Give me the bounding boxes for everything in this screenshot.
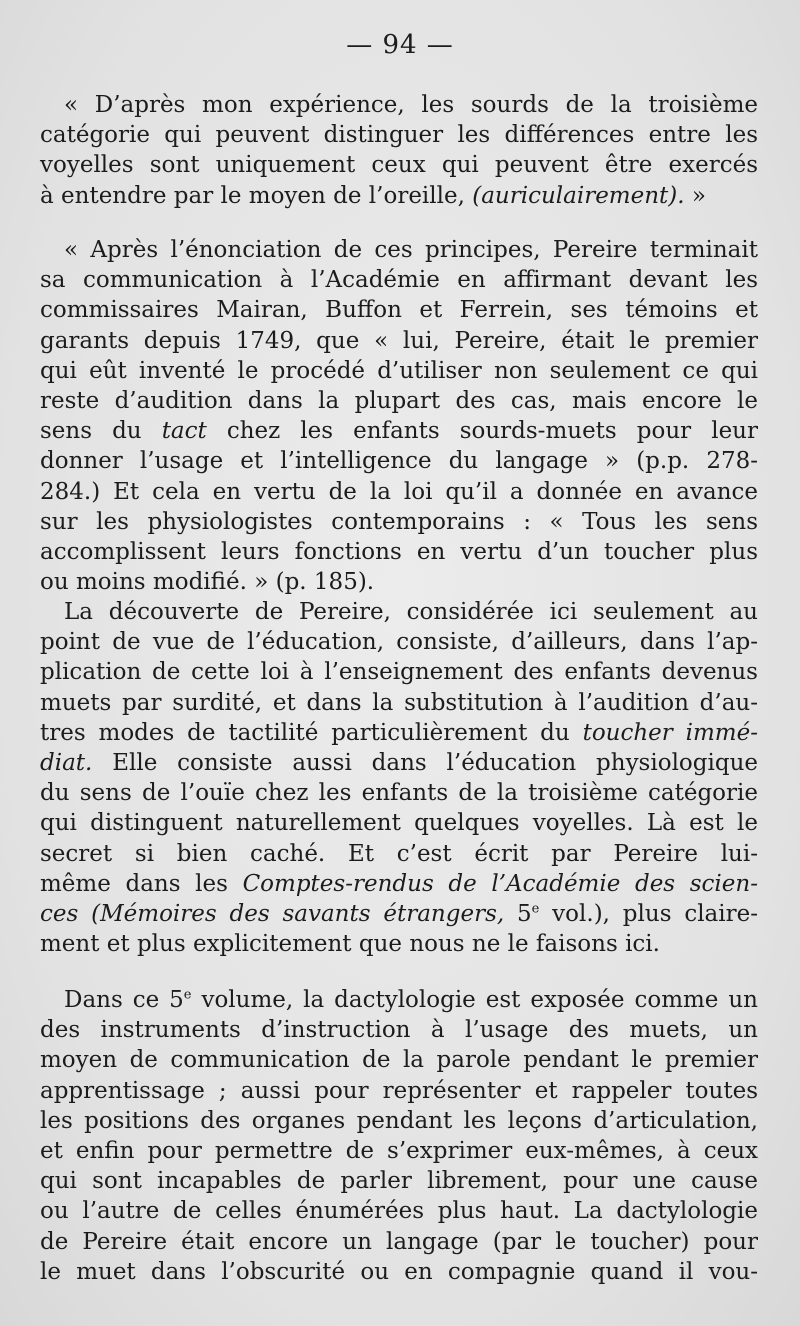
text-line: sens du tact chez les enfants sourds-muets pour leur (40, 418, 758, 445)
text-line: catégorie qui peuvent distinguer les différences entre les (40, 122, 758, 149)
text-line: ces (Mémoires des savants étrangers, 5e vol.), plus claire- (40, 900, 758, 927)
paragraph-1 (40, 90, 758, 211)
text-line: le muet dans l’obscurité ou en compagnie quand il vou- (40, 1258, 758, 1285)
text-line: « D’après mon expérience, les sourds de la troisième (64, 92, 758, 118)
text-line: apprentissage ; aussi pour représenter et rappeler toutes (40, 1077, 758, 1104)
text-line: qui distinguent naturellement quelques voyelles. Là est le (40, 810, 758, 837)
page-number: — 94 — (346, 30, 454, 60)
text-line: reste d’audition dans la plupart des cas, mais encore le (40, 387, 758, 414)
text-line: ment et plus explicitement que nous ne le faisons ici. (40, 931, 660, 958)
text-line: moyen de communication de la parole pendant le premier (40, 1047, 758, 1074)
text-line: et enfin pour permettre de s’exprimer eux-mêmes, à ceux (40, 1137, 758, 1164)
paragraph-2 (40, 235, 758, 597)
text-line: commissaires Mairan, Buffon et Ferrein, ses témoins et (40, 297, 758, 324)
paragraph-3 (40, 597, 758, 959)
text-line: point de vue de l’éducation, consiste, d’ailleurs, dans l’ap- (40, 629, 758, 656)
text-line: secret si bien caché. Et c’est écrit par Pereire lui- (40, 840, 758, 867)
text-line: diat. Elle consiste aussi dans l’éducation physiologique (40, 749, 758, 776)
text-line: même dans les Comptes-rendus de l’Académie des scien- (40, 870, 758, 897)
text-line: à entendre par le moyen de l’oreille, (auriculairement). » (40, 182, 706, 209)
text-line: plication de cette loi à l’enseignement des enfants devenus (40, 659, 758, 686)
text-line: du sens de l’ouïe chez les enfants de la troisième catégorie (40, 780, 758, 807)
paragraph-4 (40, 985, 758, 1287)
text-line: muets par surdité, et dans la substitution à l’audition d’au- (40, 689, 758, 716)
text-line: de Pereire était encore un langage (par le toucher) pour (40, 1228, 758, 1255)
text-line: sur les physiologistes contemporains : « Tous les sens (40, 508, 758, 535)
text-line: « Après l’énonciation de ces principes, Pereire terminait (64, 237, 758, 263)
text-line: accomplissent leurs fonctions en vertu d’un toucher plus (40, 538, 758, 565)
text-line: qui sont incapables de parler librement, pour une cause (40, 1168, 758, 1195)
text-line: La découverte de Pereire, considérée ici seulement au (64, 599, 758, 625)
text-line: sa communication à l’Académie en affirmant devant les (40, 267, 758, 294)
text-line: garants depuis 1749, que « lui, Pereire, était le premier (40, 327, 758, 354)
text-line: ou moins modifié. » (p. 185). (40, 569, 375, 596)
text-line: ou l’autre de celles énumérées plus haut. La dactylologie (40, 1198, 758, 1225)
text-line: 284.) Et cela en vertu de la loi qu’il a donnée en avance (40, 478, 758, 505)
text-line: voyelles sont uniquement ceux qui peuvent être exercés (40, 152, 758, 179)
text-line: tres modes de tactilité particulièrement du toucher immé- (40, 719, 758, 746)
text-line: qui eût inventé le procédé d’utiliser non seulement ce qui (40, 357, 758, 384)
text-line: les positions des organes pendant les leçons d’articulation, (40, 1107, 758, 1134)
text-line: donner l’usage et l’intelligence du langage » (p.p. 278- (40, 448, 758, 475)
text-line: Dans ce 5e volume, la dactylologie est exposée comme un (64, 987, 758, 1013)
text-line: des instruments d’instruction à l’usage des muets, un (40, 1017, 758, 1044)
